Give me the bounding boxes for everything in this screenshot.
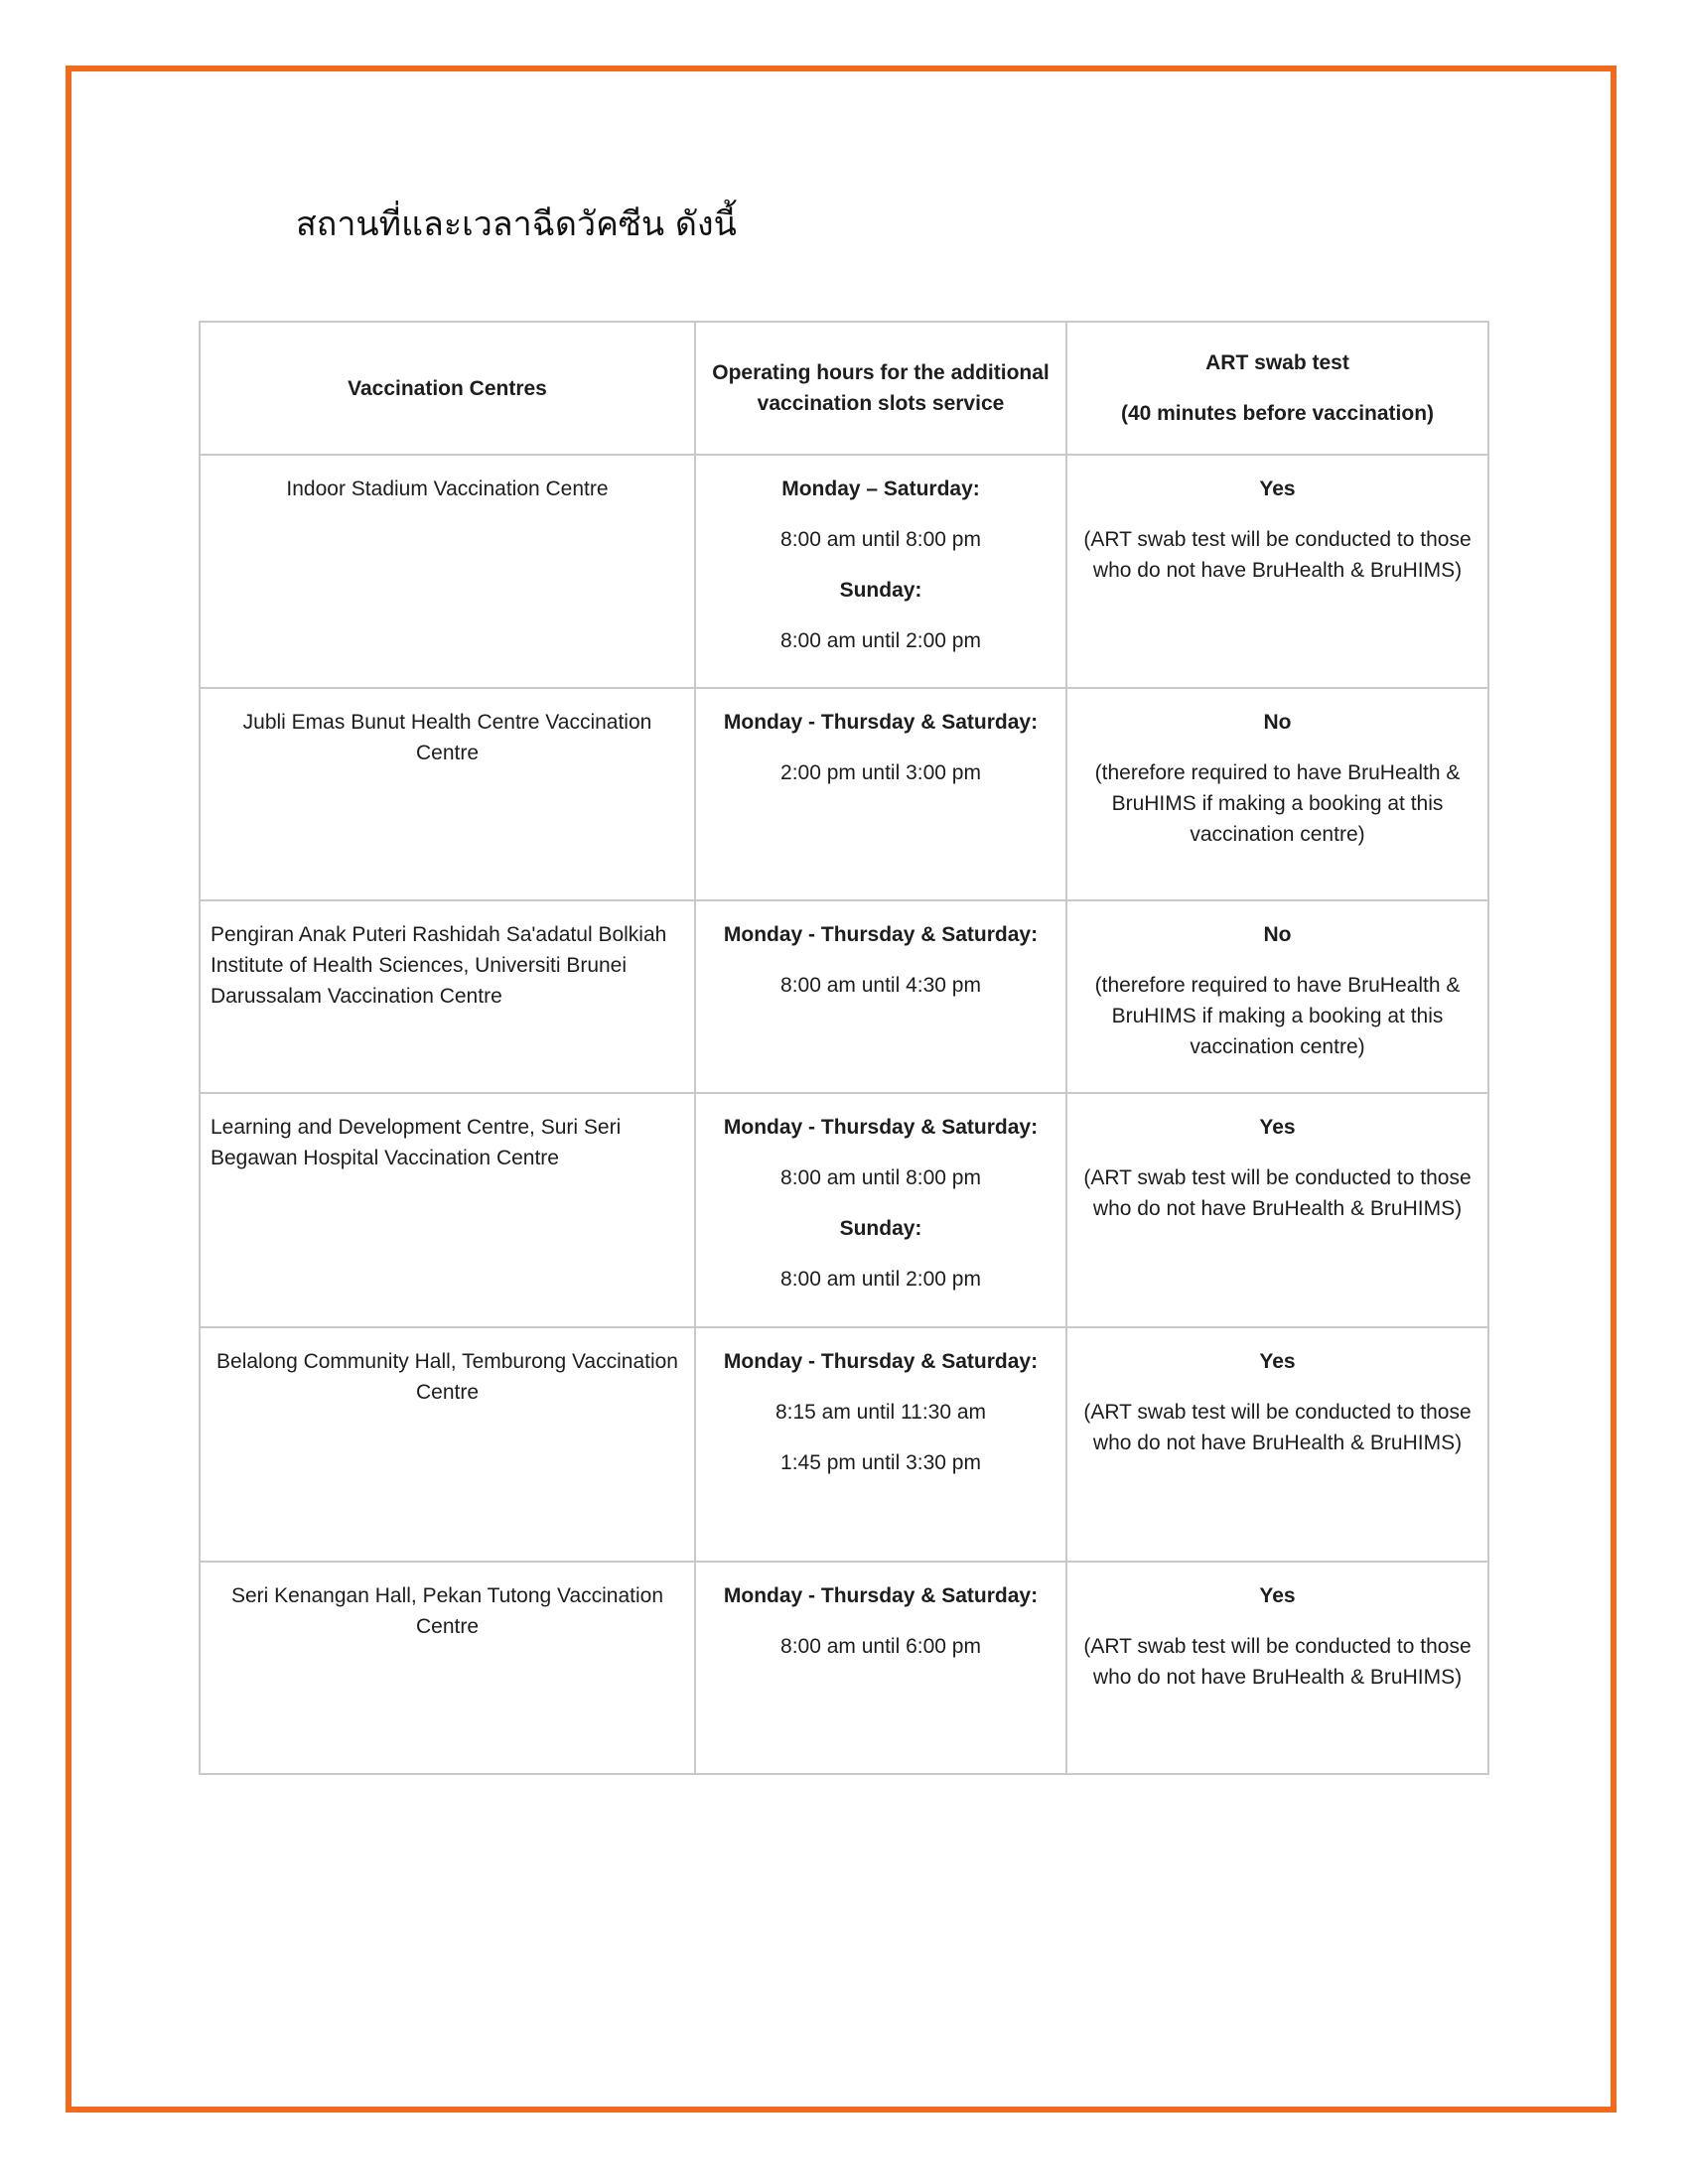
hours-cell xyxy=(695,1562,1066,1774)
schedule-days: Monday - Thursday & Saturday: xyxy=(723,711,1039,734)
schedule-days: Monday - Thursday & Saturday: xyxy=(723,1116,1039,1139)
centre-cell xyxy=(200,900,695,1093)
art-note: (ART swab test will be conducted to those who do not have BruHealth & BruHIMS) xyxy=(1083,1635,1472,1689)
schedule-days: Monday - Thursday & Saturday: xyxy=(723,1584,1039,1607)
header-hours-label: Operating hours for the additional vaccination slots service xyxy=(712,361,1050,415)
header-art-subtitle: (40 minutes before vaccination) xyxy=(1120,402,1435,425)
art-status: Yes xyxy=(1259,1350,1296,1373)
centre-cell xyxy=(200,455,695,688)
art-status: Yes xyxy=(1259,478,1296,500)
header-vaccination-centres xyxy=(200,322,695,455)
centre-cell xyxy=(200,1093,695,1327)
art-cell xyxy=(1066,1562,1488,1774)
schedule-days: Sunday: xyxy=(839,1217,922,1240)
centre-cell xyxy=(200,688,695,900)
schedule-time: 8:00 am until 4:30 pm xyxy=(780,974,981,997)
centre-cell xyxy=(200,1327,695,1562)
art-note: (therefore required to have BruHealth & BruHIMS if making a booking at this vaccination centre) xyxy=(1094,974,1461,1058)
art-note: (therefore required to have BruHealth & BruHIMS if making a booking at this vaccination centre) xyxy=(1094,761,1461,846)
art-cell xyxy=(1066,455,1488,688)
centre-name: Jubli Emas Bunut Health Centre Vaccination Centre xyxy=(242,711,652,764)
schedule-time: 8:15 am until 11:30 am xyxy=(774,1401,987,1424)
centre-name: Indoor Stadium Vaccination Centre xyxy=(286,478,609,500)
table-row xyxy=(200,900,1488,1093)
schedule-days: Monday – Saturday: xyxy=(781,478,980,500)
art-note: (ART swab test will be conducted to those who do not have BruHealth & BruHIMS) xyxy=(1083,1401,1472,1454)
art-status: No xyxy=(1263,711,1292,734)
page-title: สถานที่และเวลาฉีดวัคซีน ดังนี้ xyxy=(296,205,737,244)
centre-name: Learning and Development Centre, Suri Seri Begawan Hospital Vaccination Centre xyxy=(211,1116,622,1169)
art-cell xyxy=(1066,1327,1488,1562)
centre-name: Pengiran Anak Puteri Rashidah Sa'adatul Bolkiah Institute of Health Sciences, Universiti Brunei Darussalam Vaccination Centre xyxy=(211,923,667,1008)
header-operating-hours xyxy=(695,322,1066,455)
art-status: No xyxy=(1263,923,1292,946)
schedule-time: 8:00 am until 2:00 pm xyxy=(780,629,981,652)
header-art-title: ART swab test xyxy=(1205,351,1349,374)
centre-name: Belalong Community Hall, Temburong Vaccination Centre xyxy=(216,1350,678,1404)
art-note: (ART swab test will be conducted to those who do not have BruHealth & BruHIMS) xyxy=(1083,528,1472,582)
centre-name: Seri Kenangan Hall, Pekan Tutong Vaccination Centre xyxy=(230,1584,664,1638)
table-row xyxy=(200,688,1488,900)
table-header-row xyxy=(200,322,1488,455)
schedule-days: Monday - Thursday & Saturday: xyxy=(723,923,1039,946)
centre-cell xyxy=(200,1562,695,1774)
schedule-time: 8:00 am until 8:00 pm xyxy=(780,528,981,551)
hours-cell xyxy=(695,900,1066,1093)
schedule-time: 2:00 pm until 3:00 pm xyxy=(780,761,981,784)
vaccination-schedule-table xyxy=(199,321,1489,1775)
art-status: Yes xyxy=(1259,1116,1296,1139)
hours-cell xyxy=(695,688,1066,900)
hours-cell xyxy=(695,1093,1066,1327)
art-note: (ART swab test will be conducted to those who do not have BruHealth & BruHIMS) xyxy=(1083,1166,1472,1220)
table-row xyxy=(200,1327,1488,1562)
art-cell xyxy=(1066,900,1488,1093)
header-centres-label: Vaccination Centres xyxy=(348,376,547,400)
schedule-days: Monday - Thursday & Saturday: xyxy=(723,1350,1039,1373)
hours-cell xyxy=(695,1327,1066,1562)
table-row xyxy=(200,1093,1488,1327)
schedule-time: 1:45 pm until 3:30 pm xyxy=(780,1451,981,1474)
schedule-time: 8:00 am until 8:00 pm xyxy=(780,1166,981,1189)
table-row xyxy=(200,455,1488,688)
art-cell xyxy=(1066,1093,1488,1327)
header-art-swab-test xyxy=(1066,322,1488,455)
schedule-time: 8:00 am until 2:00 pm xyxy=(780,1268,981,1291)
art-cell xyxy=(1066,688,1488,900)
table-row xyxy=(200,1562,1488,1774)
schedule-time: 8:00 am until 6:00 pm xyxy=(780,1635,981,1658)
hours-cell xyxy=(695,455,1066,688)
art-status: Yes xyxy=(1259,1584,1296,1607)
schedule-days: Sunday: xyxy=(839,579,922,602)
